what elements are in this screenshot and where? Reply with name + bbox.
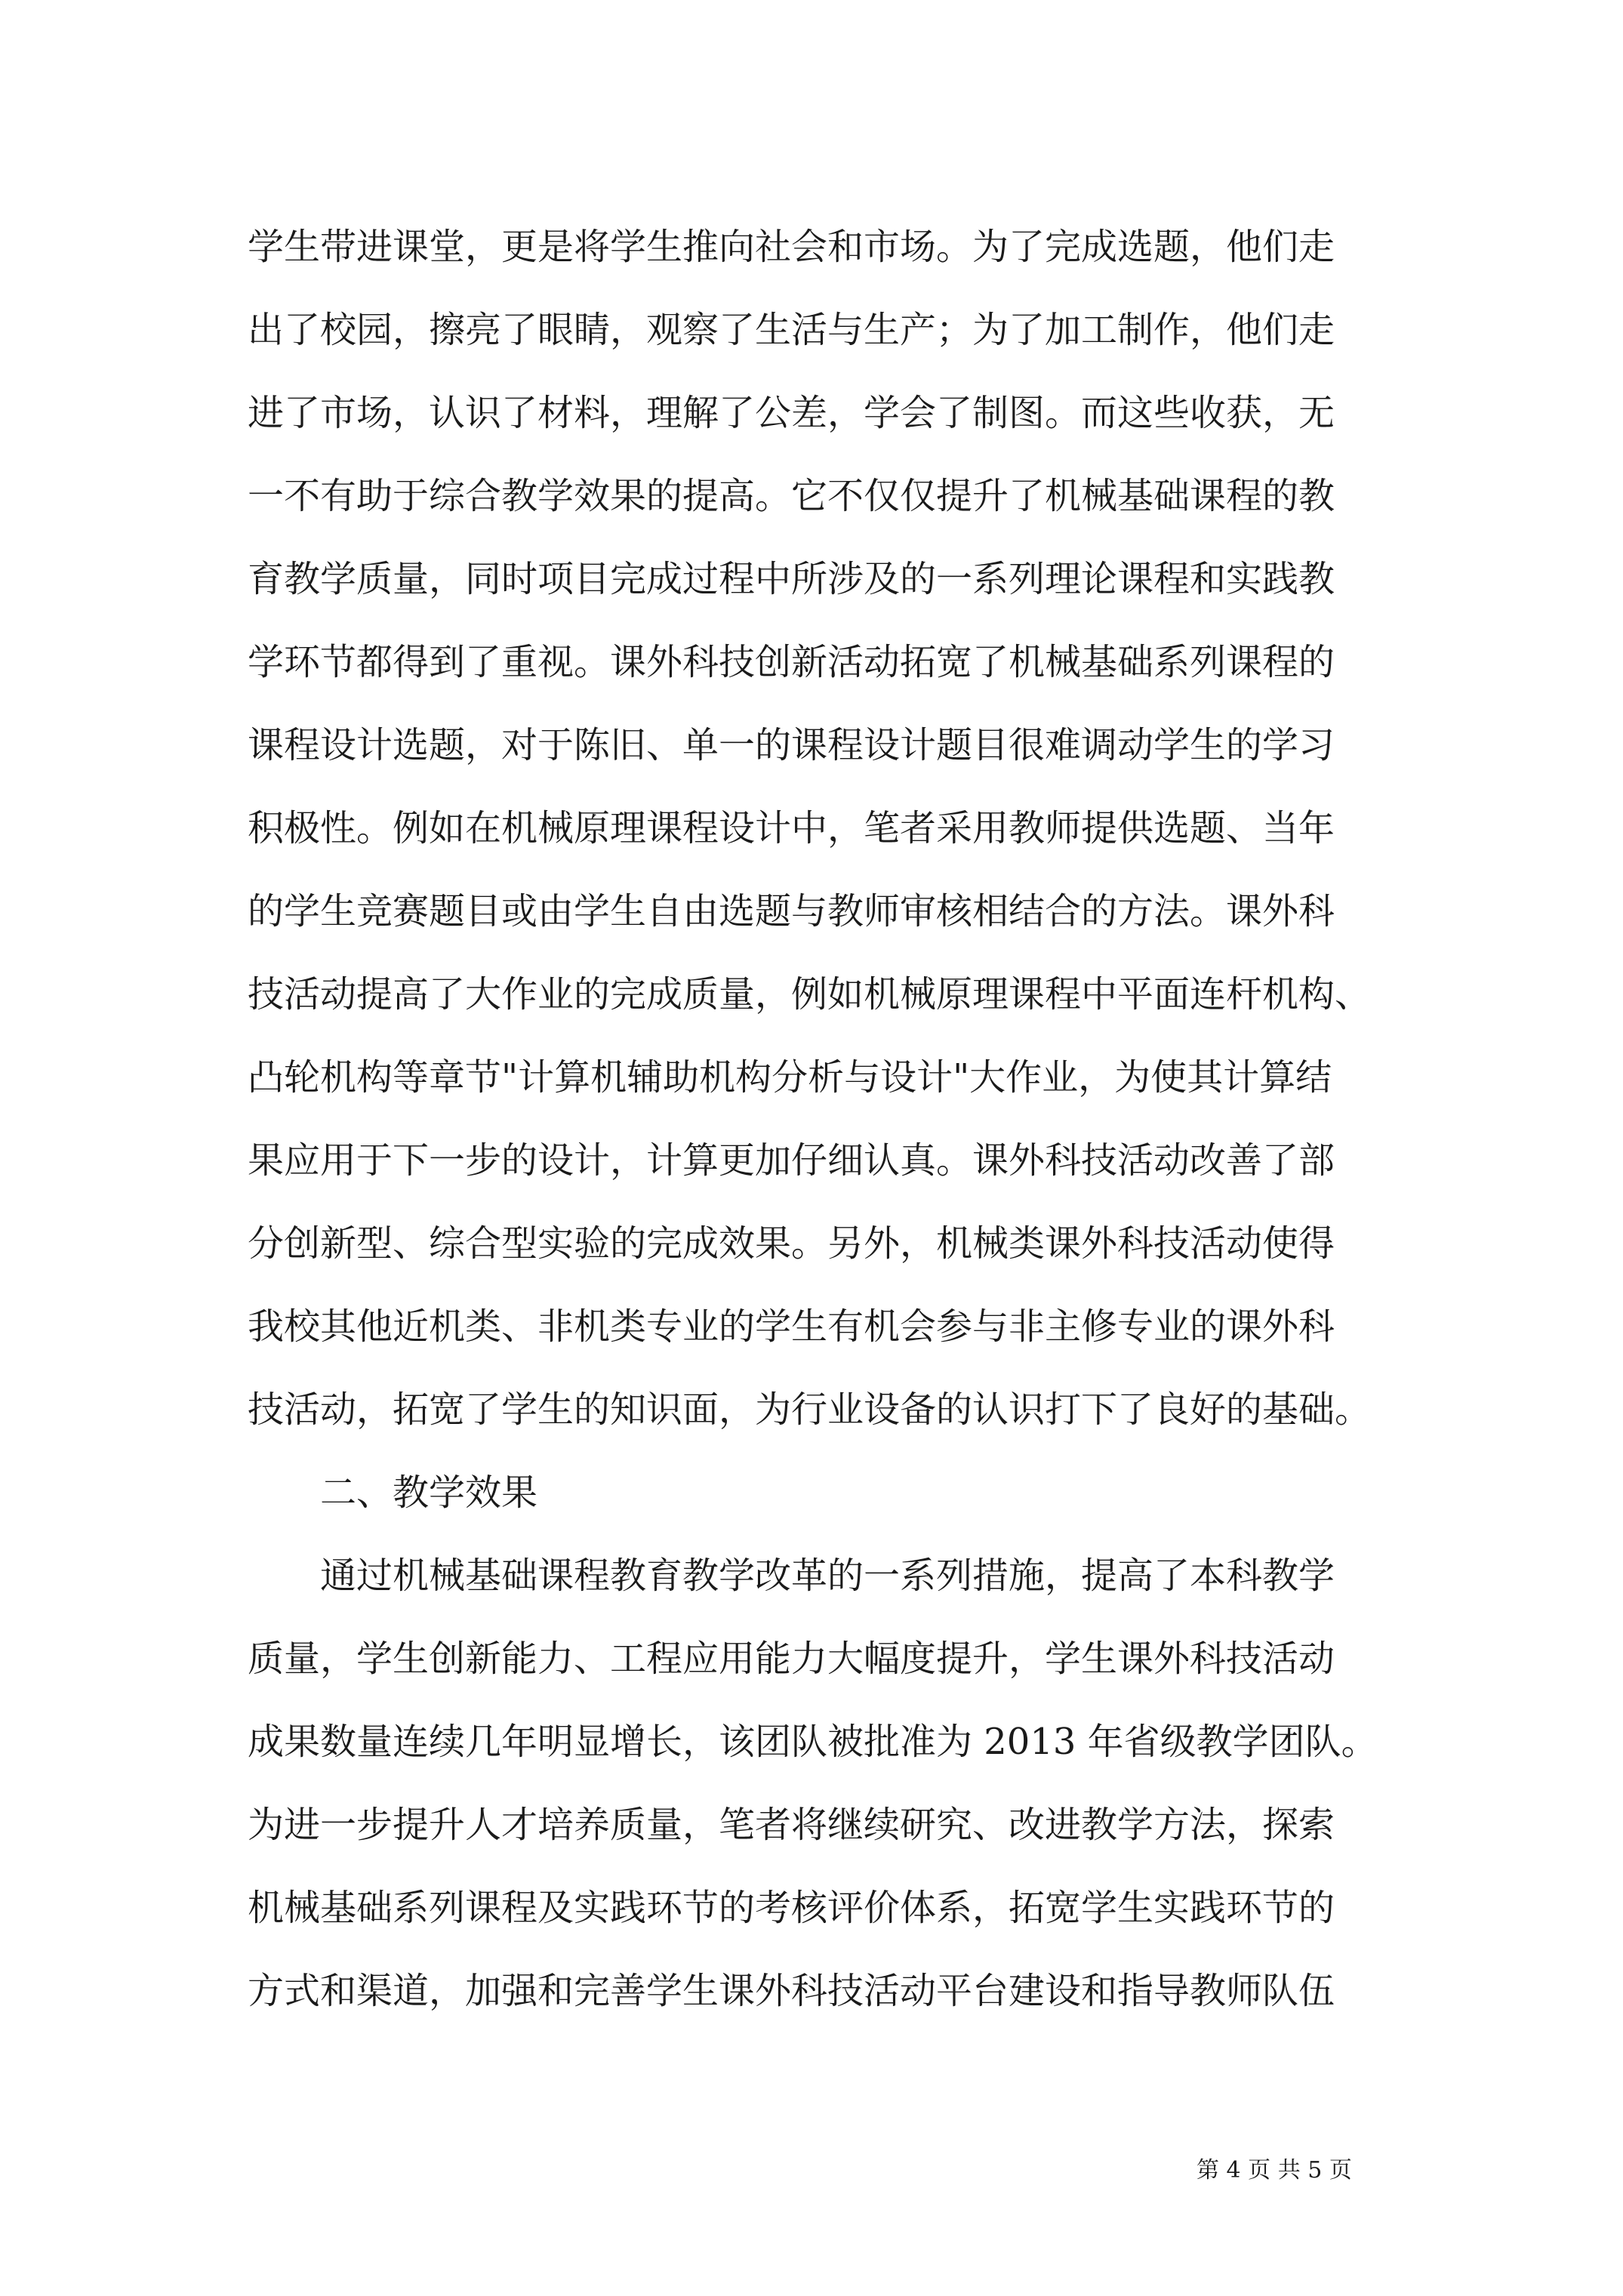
text-line: 出了校园，擦亮了眼睛，观察了生活与生产；为了加工制作，他们走: [248, 309, 1335, 351]
text-line: 凸轮机构等章节"计算机辅助机构分析与设计"大作业，为使其计算结: [248, 1056, 1332, 1099]
text-line: 果应用于下一步的设计，计算更加仔细认真。课外科技活动改善了部: [248, 1139, 1335, 1182]
text-line: 机械基础系列课程及实践环节的考核评价体系，拓宽学生实践环节的: [248, 1887, 1335, 1929]
page-number-footer: 第 4 页 共 5 页: [1196, 2157, 1352, 2184]
text-line: 我校其他近机类、非机类专业的学生有机会参与非主修专业的课外科: [248, 1305, 1335, 1348]
section-heading: 二、教学效果: [320, 1472, 538, 1514]
text-line: 积极性。例如在机械原理课程设计中，笔者采用教师提供选题、当年: [248, 807, 1335, 849]
text-line: 一不有助于综合教学效果的提高。它不仅仅提升了机械基础课程的教: [248, 475, 1335, 517]
text-line: 学环节都得到了重视。课外科技创新活动拓宽了机械基础系列课程的: [248, 641, 1335, 683]
text-line: 的学生竞赛题目或由学生自由选题与教师审核相结合的方法。课外科: [248, 890, 1335, 932]
text-line: 学生带进课堂，更是将学生推向社会和市场。为了完成选题，他们走: [248, 226, 1335, 268]
text-line: 技活动，拓宽了学生的知识面，为行业设备的认识打下了良好的基础。: [248, 1388, 1372, 1431]
text-line: 分创新型、综合型实验的完成效果。另外，机械类课外科技活动使得: [248, 1222, 1335, 1265]
text-line: 质量，学生创新能力、工程应用能力大幅度提升，学生课外科技活动: [248, 1638, 1335, 1680]
text-line: 课程设计选题，对于陈旧、单一的课程设计题目很难调动学生的学习: [248, 724, 1335, 766]
text-line: 方式和渠道，加强和完善学生课外科技活动平台建设和指导教师队伍: [248, 1970, 1335, 2012]
text-line: 成果数量连续几年明显增长，该团队被批准为 2013 年省级教学团队。: [248, 1721, 1378, 1763]
text-line: 育教学质量，同时项目完成过程中所涉及的一系列理论课程和实践教: [248, 558, 1335, 600]
body-text: [248, 205, 1380, 2032]
text-line: 为进一步提升人才培养质量，笔者将继续研究、改进教学方法，探索: [248, 1804, 1335, 1846]
text-line: 通过机械基础课程教育教学改革的一系列措施，提高了本科教学: [320, 1555, 1335, 1597]
text-line: 进了市场，认识了材料，理解了公差，学会了制图。而这些收获，无: [248, 392, 1335, 434]
text-line: 技活动提高了大作业的完成质量，例如机械原理课程中平面连杆机构、: [248, 973, 1372, 1015]
